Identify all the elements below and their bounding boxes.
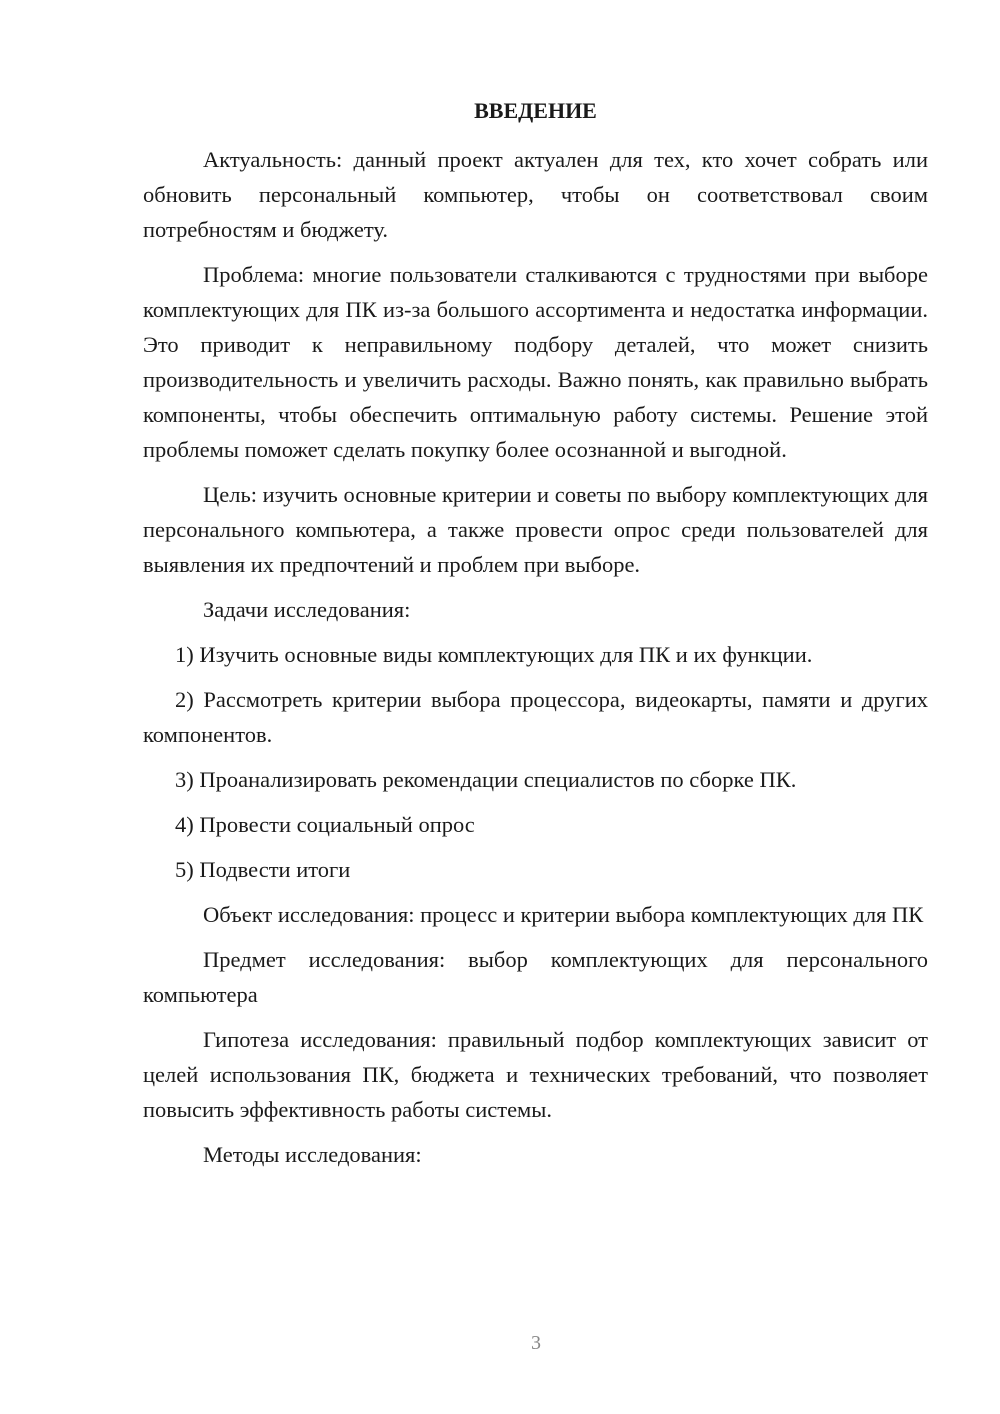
- task-item-5: 5) Подвести итоги: [175, 857, 351, 882]
- paragraph-problem: Проблема: многие пользователи сталкиваются с трудностями при выборе комплектующих для ПК из-за большого ассортимента и недостатка информации. Это приводит к неправильному подбору деталей, что может снизить производительность и увеличить расходы. Важно понять, как правильно выбрать компоненты, чтобы обеспечить оптимальную работу системы. Решение этой проблемы поможет сделать покупку более осознанной и выгодной.: [143, 262, 928, 462]
- tasks-title: Задачи исследования:: [203, 597, 411, 622]
- paragraph-subject: Предмет исследования: выбор комплектующих для персонального компьютера: [143, 947, 928, 1007]
- task-item-4: 4) Провести социальный опрос: [175, 812, 475, 837]
- section-heading: ВВЕДЕНИЕ: [474, 98, 597, 123]
- task-item-2: 2) Рассмотреть критерии выбора процессора, видеокарты, памяти и других компонентов.: [143, 687, 928, 747]
- page-content: [143, 94, 928, 1182]
- paragraph-relevance: Актуальность: данный проект актуален для тех, кто хочет собрать или обновить персональный компьютер, чтобы он соответствовал своим потребностям и бюджету.: [143, 147, 928, 242]
- task-item-1: 1) Изучить основные виды комплектующих для ПК и их функции.: [175, 642, 813, 667]
- task-item-3: 3) Проанализировать рекомендации специалистов по сборке ПК.: [175, 767, 797, 792]
- methods-title: Методы исследования:: [203, 1142, 422, 1167]
- page-number: 3: [531, 1332, 541, 1354]
- paragraph-goal: Цель: изучить основные критерии и советы по выбору комплектующих для персонального компьютера, а также провести опрос среди пользователей для выявления их предпочтений и проблем при выборе.: [143, 482, 928, 577]
- paragraph-object: Объект исследования: процесс и критерии выбора комплектующих для ПК: [203, 902, 924, 927]
- paragraph-hypothesis: Гипотеза исследования: правильный подбор комплектующих зависит от целей использования ПК, бюджета и технических требований, что позволяет повысить эффективность работы системы.: [143, 1027, 928, 1122]
